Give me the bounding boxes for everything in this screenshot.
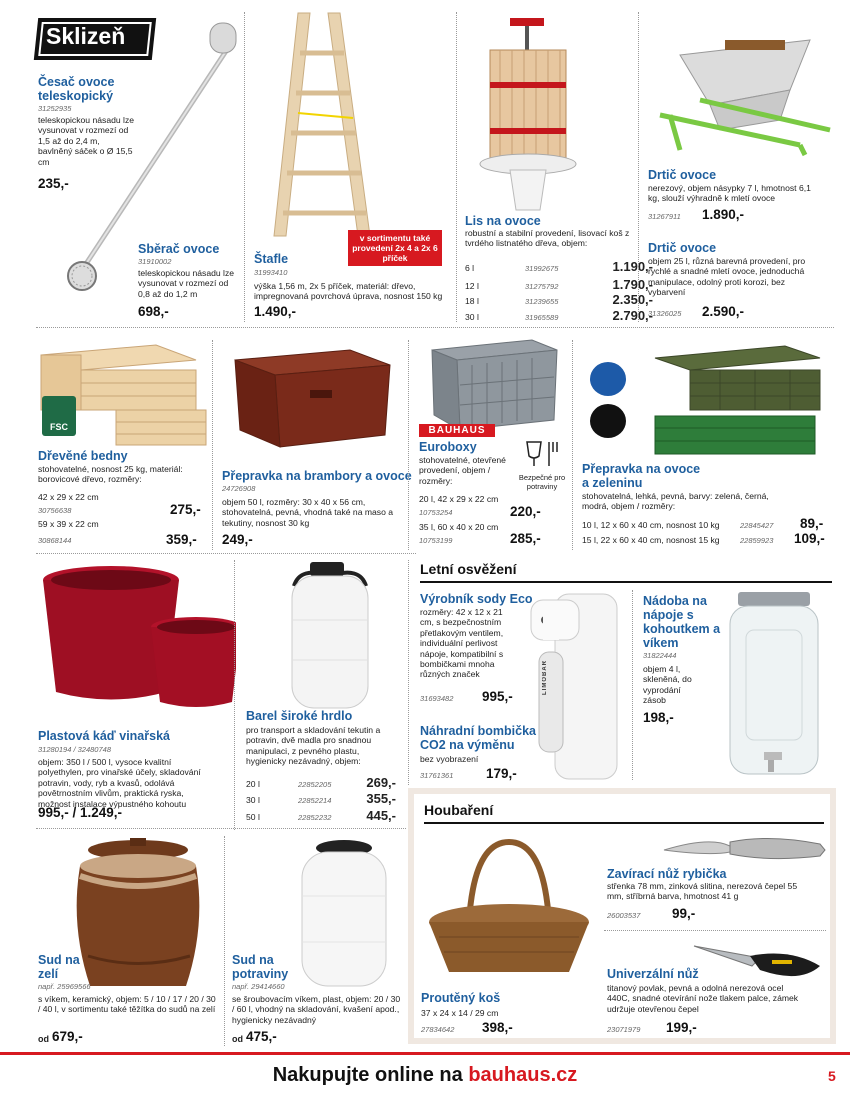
fruit-press-image	[470, 12, 590, 212]
product-price-cesac: 235,-	[38, 176, 69, 191]
divider	[604, 930, 826, 931]
product-title-euroboxy: Euroboxy	[419, 440, 477, 454]
product-price-prepravka-brambory: 249,-	[222, 532, 253, 547]
price-row	[246, 791, 396, 806]
divider	[224, 836, 225, 1046]
product-price-sodastream: 995,-	[482, 689, 513, 704]
product-sku-prepravka-brambory: 24726908	[222, 484, 256, 493]
row-size: 30 l	[465, 312, 479, 322]
product-sku-stafle: 31993410	[254, 268, 288, 277]
product-desc-kos: 37 x 24 x 14 / 29 cm	[421, 1008, 499, 1018]
row-sku: 22852232	[298, 813, 332, 822]
divider	[456, 12, 457, 322]
brown-crate-image	[225, 335, 395, 455]
product-desc-barel: pro transport a skladování tekutin a potravin, dvě madla pro snadnou manipulaci, z pevného plastu, hygienicky nezávadný, objem:	[246, 725, 381, 767]
footer-rule	[0, 1052, 850, 1055]
product-desc-sberac: teleskopickou násadu lze vysunovat v rozmezí od 0,8 až do 1,2 m	[138, 268, 235, 299]
product-desc-nuz-univerzal: titanový povlak, pevná a odolná nerezová ocel 440C, snadné otevírání nože tlakem palce, zámek udržuje otevřenou čepel	[607, 983, 799, 1014]
green-crates-image	[645, 338, 825, 458]
variant-badge: v sortimentu také provedení 2x 4 a 2x 6 příček	[348, 230, 442, 266]
price-row	[246, 808, 396, 823]
product-desc-sodastream: rozměry: 42 x 12 x 21 cm, s bezpečnostním přetlakovým ventilem, individuální perlivost nápoje, kompatibilní s bombičkami mnoha různých značek	[420, 607, 504, 680]
divider	[244, 12, 245, 322]
product-title-prepravka-zelenina: Přepravka na ovoce a zeleninu	[582, 462, 701, 490]
red-tubs-image	[36, 562, 236, 722]
row-sku: 31275792	[525, 282, 559, 291]
eurobox-image	[422, 335, 562, 435]
product-title-kad: Plastová káď vinařská	[38, 729, 170, 743]
product-title-bombicka: Náhradní bombička CO2 na výměnu	[420, 724, 536, 752]
section-rule	[420, 581, 832, 583]
row-sku: 22852205	[298, 780, 332, 789]
price-row	[465, 308, 653, 323]
product-title-sud-potraviny: Sud na potraviny	[232, 953, 289, 981]
row-sku: 22859923	[740, 536, 774, 545]
product-title-stafle: Štafle	[254, 252, 289, 266]
product-sku-sud-potraviny: např. 29414660	[232, 982, 285, 991]
product-sku-cesac: 31252935	[38, 104, 72, 113]
product-desc-euroboxy: stohovatelné, otevřené provedení, objem / rozměry:	[419, 455, 506, 486]
product-desc-drtic1: nerezový, objem násypky 7 l, hmotnost 6,1 kg, slouží výhradně k mletí ovoce	[648, 183, 811, 204]
price-prefix: od	[38, 1034, 49, 1044]
section-heading-houbareni: Houbaření	[424, 802, 494, 818]
product-desc-sud-potraviny: se šroubovacím víkem, plast, objem: 20 / 30 / 60 l, vhodný na skladování, kvašení apod., hygienicky nezávadný	[232, 994, 401, 1025]
page-number: 5	[828, 1068, 836, 1084]
product-sku-sodastream: 31693482	[420, 694, 454, 703]
row-sku: 30756638	[38, 506, 72, 515]
row-price: 2.790,-	[612, 308, 653, 323]
footer-text: Nakupujte online na	[272, 1064, 463, 1086]
row-price: 269,-	[366, 775, 396, 790]
footer-cta	[0, 1064, 850, 1087]
row-price: 285,-	[510, 531, 541, 546]
divider	[36, 327, 834, 328]
row-size: 15 l, 22 x 60 x 40 cm, nosnost 15 kg	[582, 535, 720, 545]
row-size: 35 l, 60 x 40 x 20 cm	[419, 522, 499, 532]
color-swatch-blue	[590, 362, 626, 396]
product-title-cesac: Česač ovoce teleskopický	[38, 75, 115, 103]
product-price-nuz-rybicka: 99,-	[672, 906, 696, 921]
row-sku: 31965589	[525, 313, 559, 322]
divider	[572, 340, 573, 550]
row-sku: 30868144	[38, 536, 72, 545]
product-price-drtic2: 2.590,-	[702, 304, 745, 319]
row-price: 2.350,-	[612, 292, 653, 307]
row-size: 18 l	[465, 296, 479, 306]
food-safe-icon	[523, 438, 563, 470]
divider	[212, 340, 213, 550]
divider	[632, 590, 633, 780]
product-desc-cesac: teleskopickou násadu lze vysunovat v rozmezí od 1,5 až do 2,4 m, bavlněný sáček o Ø 15,5 cm	[38, 115, 135, 167]
wicker-basket-image	[424, 832, 594, 982]
row-size: 6 l	[465, 263, 475, 273]
product-sku-sud-zeli: např. 25969566	[38, 982, 91, 991]
product-desc-prepravka-brambory: objem 50 l, rozměry: 30 x 40 x 56 cm, stohovatelná, pevná, vhodná také na maso a tekutiny, nosnost 30 kg	[222, 497, 394, 528]
product-price-bombicka: 179,-	[486, 766, 517, 781]
fruit-crusher-image	[650, 20, 840, 160]
product-price-sud-zeli: 679,-	[52, 1029, 83, 1044]
product-sku-nuz-rybicka: 26003537	[607, 911, 641, 920]
price-row	[465, 277, 653, 292]
row-price: 355,-	[366, 791, 396, 806]
product-title-barel: Barel široké hrdlo	[246, 709, 353, 723]
product-price-kos: 398,-	[482, 1020, 513, 1035]
product-title-prepravka-brambory: Přepravka na brambory a ovoce	[222, 469, 412, 483]
row-size: 30 l	[246, 795, 260, 805]
product-title-sberac: Sběrač ovoce	[138, 242, 220, 256]
product-sku-drtic1: 31267911	[648, 212, 681, 221]
row-sku: 22845427	[740, 521, 774, 530]
product-title-bedny: Dřevěné bedny	[38, 449, 128, 463]
utility-knife-image	[690, 936, 830, 986]
product-desc-kad: objem: 350 l / 500 l, vysoce kvalitní polyethylen, pro vinařské účely, skladování potravin, vody, ryb a kvasů, odolává povětrnostním vlivům, praktická ryska, možnost instalace výpustného kohoutu	[38, 757, 201, 809]
product-sku-drtic2: 31326025	[648, 309, 682, 318]
product-title-kos: Proutěný koš	[421, 991, 501, 1005]
bauhaus-logo: BAUHAUS	[419, 424, 495, 437]
divider	[408, 560, 409, 785]
product-desc-prepravka-zelenina: stohovatelná, lehká, pevná, barvy: zelená, černá, modrá, objem / rozměry:	[582, 491, 769, 512]
row-price: 109,-	[794, 531, 825, 546]
product-title-nuz-univerzal: Univerzální nůž	[607, 967, 699, 981]
row-price: 220,-	[510, 504, 541, 519]
row-price: 1.790,-	[612, 277, 653, 292]
row-size: 42 x 29 x 22 cm	[38, 492, 99, 502]
page-title: Sklizeň	[46, 23, 126, 49]
price-prefix: od	[232, 1034, 243, 1044]
product-title-drtic1: Drtič ovoce	[648, 168, 717, 182]
ceramic-crock-image	[60, 836, 220, 996]
food-safe-label: Bezpečné pro potraviny	[518, 473, 566, 491]
product-sku-nadoba: 31822444	[643, 651, 677, 660]
row-size: 12 l	[465, 281, 479, 291]
product-sku-kos: 27834642	[421, 1025, 455, 1034]
product-desc-nadoba: objem 4 l, skleněná, do vyprodání zásob	[643, 664, 692, 706]
fsc-logo	[42, 396, 76, 436]
product-title-nuz-rybicka: Zavírací nůž rybička	[607, 867, 727, 881]
row-price: 1.190,-	[612, 259, 653, 274]
product-desc-drtic2: objem 25 l, různá barevná provedení, pro rychlé a snadné mletí ovoce, jednoduchá manipulace, odolný proti korozi, bez vybarvení	[648, 256, 806, 298]
product-price-stafle: 1.490,-	[254, 304, 297, 319]
row-sku: 10753254	[419, 508, 453, 517]
product-desc-stafle: výška 1,56 m, 2x 5 příček, materiál: dřevo, impregnovaná povrchová úprava, nosnost 150 kg	[254, 281, 443, 302]
row-size: 10 l, 12 x 60 x 40 cm, nosnost 10 kg	[582, 520, 720, 530]
row-price: 359,-	[166, 532, 197, 547]
divider	[638, 12, 639, 322]
product-price-nadoba: 198,-	[643, 710, 674, 725]
product-title-sud-zeli: Sud na zelí	[38, 953, 80, 981]
color-swatch-black	[590, 404, 626, 438]
product-title-sodastream: Výrobník sody Eco	[420, 592, 533, 606]
row-size: 20 l, 42 x 29 x 22 cm	[419, 494, 499, 504]
product-price-nuz-univerzal: 199,-	[666, 1020, 697, 1035]
product-sku-kad: 31280194 / 32480748	[38, 745, 111, 754]
fish-knife-image	[660, 830, 830, 866]
barrel-wide-neck-image	[282, 560, 382, 710]
product-price-kad: 995,- / 1.249,-	[38, 805, 123, 820]
product-desc-bedny: stohovatelné, nosnost 25 kg, materiál: borovicové dřevo, rozměry:	[38, 464, 183, 485]
divider	[36, 553, 416, 554]
row-price: 89,-	[800, 516, 824, 531]
product-price-sberac: 698,-	[138, 304, 169, 319]
divider	[408, 340, 409, 550]
price-row	[465, 259, 653, 274]
price-row	[246, 775, 396, 790]
product-title-nadoba: Nádoba na nápoje s kohoutkem a víkem	[643, 594, 721, 650]
product-sku-nuz-univerzal: 23071979	[607, 1025, 641, 1034]
divider	[234, 560, 235, 830]
product-desc-bombicka: bez vyobrazení	[420, 754, 479, 764]
ladder-image	[258, 8, 408, 238]
bottle-brand-label: LIMOBAR	[542, 660, 548, 695]
row-sku: 31239655	[525, 297, 559, 306]
row-size: 50 l	[246, 812, 260, 822]
section-heading-leto: Letní osvěžení	[420, 561, 517, 577]
product-desc-nuz-rybicka: střenka 78 mm, zinková slitina, nerezová čepel 55 mm, stříbrná barva, hmotnost 41 g	[607, 881, 798, 902]
row-size: 59 x 39 x 22 cm	[38, 519, 99, 529]
product-desc-sud-zeli: s víkem, keramický, objem: 5 / 10 / 17 / 20 / 30 / 40 l, v sortimentu také těžítka do sudů na zelí	[38, 994, 216, 1015]
product-title-drtic2: Drtič ovoce	[648, 241, 717, 255]
product-desc-lis: robustní a stabilní provedení, lisovací koš z tvrdého listnatého dřeva, objem:	[465, 228, 630, 249]
row-sku: 22852214	[298, 796, 332, 805]
section-rule	[424, 822, 824, 824]
product-price-drtic1: 1.890,-	[702, 207, 745, 222]
price-row	[465, 292, 653, 307]
footer-link[interactable]: bauhaus.cz	[468, 1064, 578, 1086]
product-sku-bombicka: 31761361	[420, 771, 454, 780]
row-sku: 31992675	[525, 264, 559, 273]
fsc-label: FSC	[50, 422, 68, 432]
drink-dispenser-image	[724, 590, 834, 785]
divider	[36, 828, 406, 829]
row-price: 445,-	[366, 808, 396, 823]
product-sku-sberac: 31910002	[138, 257, 172, 266]
row-sku: 10753199	[419, 536, 453, 545]
product-title-lis: Lis na ovoce	[465, 214, 541, 228]
row-size: 20 l	[246, 779, 260, 789]
soda-maker-image	[525, 590, 625, 785]
product-price-sud-potraviny: 475,-	[246, 1029, 277, 1044]
row-price: 275,-	[170, 502, 201, 517]
